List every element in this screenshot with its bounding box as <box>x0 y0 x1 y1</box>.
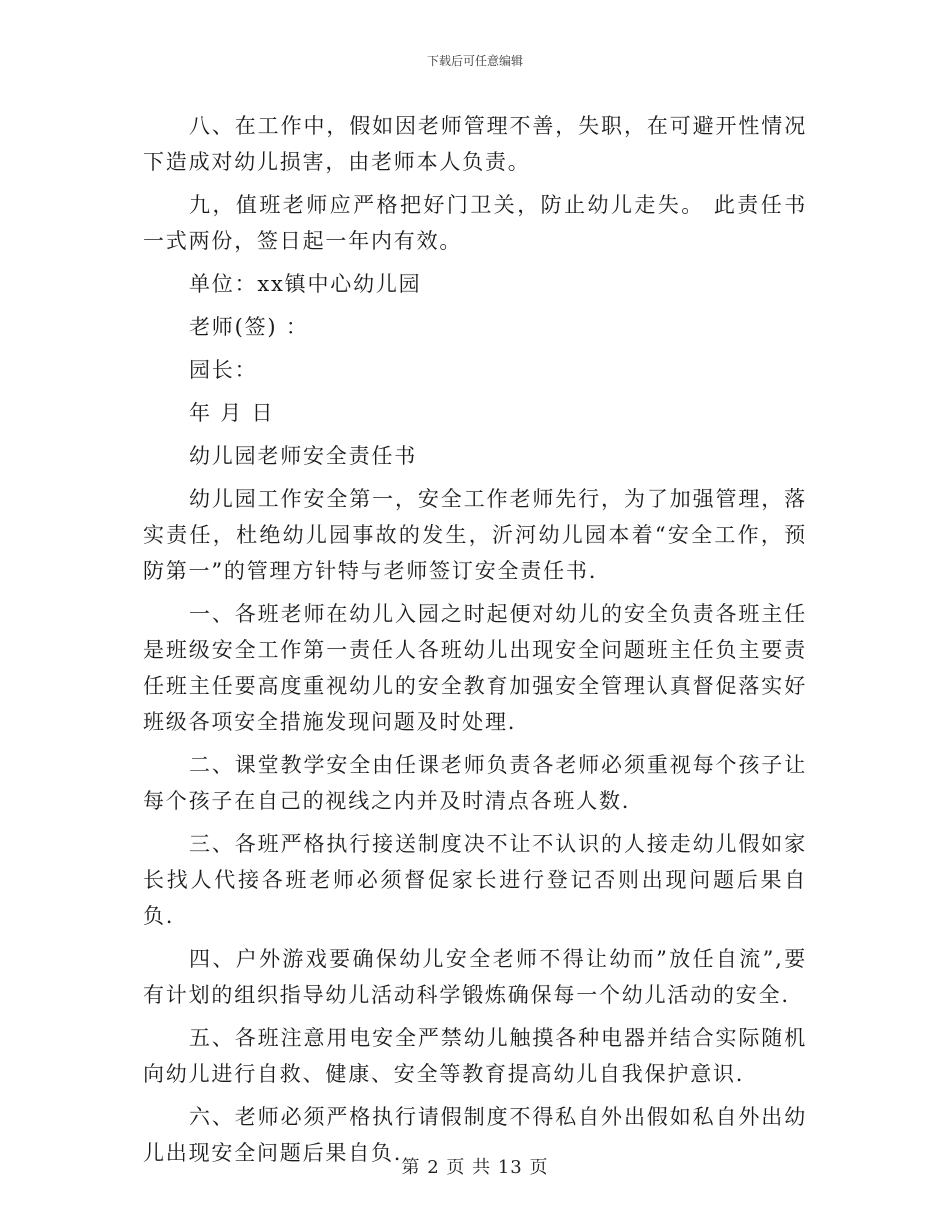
clause-1: 一、各班老师在幼儿入园之时起便对幼儿的安全负责各班主任是班级安全工作第一责任人各班幼儿出现安全问题班主任负主要责任班主任要高度重视幼儿的安全教育加强安全管理认真督促落实好班级各项安全措施发现问题及时处理. <box>143 602 807 734</box>
section-title: 幼儿园老师安全责任书 <box>189 444 417 468</box>
page-header: 下载后可任意编辑 <box>426 54 523 68</box>
paragraph-8: 八、在工作中，假如因老师管理不善，失职，在可避开性情况下造成对幼儿损害，由老师本人负责。 <box>143 114 807 174</box>
page-number: 第 2 页 共 13 页 <box>401 1157 549 1178</box>
intro-paragraph: 幼儿园工作安全第一，安全工作老师先行，为了加强管理，落实责任，杜绝幼儿园事故的发生，沂河幼儿园本着“安全工作，预防第一”的管理方针特与老师签订安全责任书. <box>143 487 807 583</box>
clause-3: 三、各班严格执行接送制度决不让不认识的人接走幼儿假如家长找人代接各班老师必须督促家长进行登记否则出现问题后果自负. <box>143 832 807 928</box>
clause-6: 六、老师必须严格执行请假制度不得私自外出假如私自外出幼儿出现安全问题后果自负. <box>143 1105 807 1165</box>
unit-line: 单位：xx镇中心幼儿园 <box>189 272 422 296</box>
teacher-signature-line: 老师(签) ： <box>189 315 309 339</box>
clause-2: 二、课堂教学安全由任课老师负责各老师必须重视每个孩子让每个孩子在自己的视线之内并及时清点各班人数. <box>143 753 807 813</box>
principal-line: 园长： <box>189 358 258 382</box>
date-line: 年 月 日 <box>189 401 275 425</box>
document-body <box>143 108 807 1171</box>
clause-5: 五、各班注意用电安全严禁幼儿触摸各种电器并结合实际随机向幼儿进行自救、健康、安全等教育提高幼儿自我保护意识. <box>143 1026 807 1086</box>
clause-4: 四、户外游戏要确保幼儿安全老师不得让幼而”放任自流”,要有计划的组织指导幼儿活动科学锻炼确保每一个幼儿活动的安全. <box>143 947 807 1007</box>
paragraph-9: 九，值班老师应严格把好门卫关，防止幼儿走失。 此责任书一式两份，签日起一年内有效。 <box>143 193 807 253</box>
